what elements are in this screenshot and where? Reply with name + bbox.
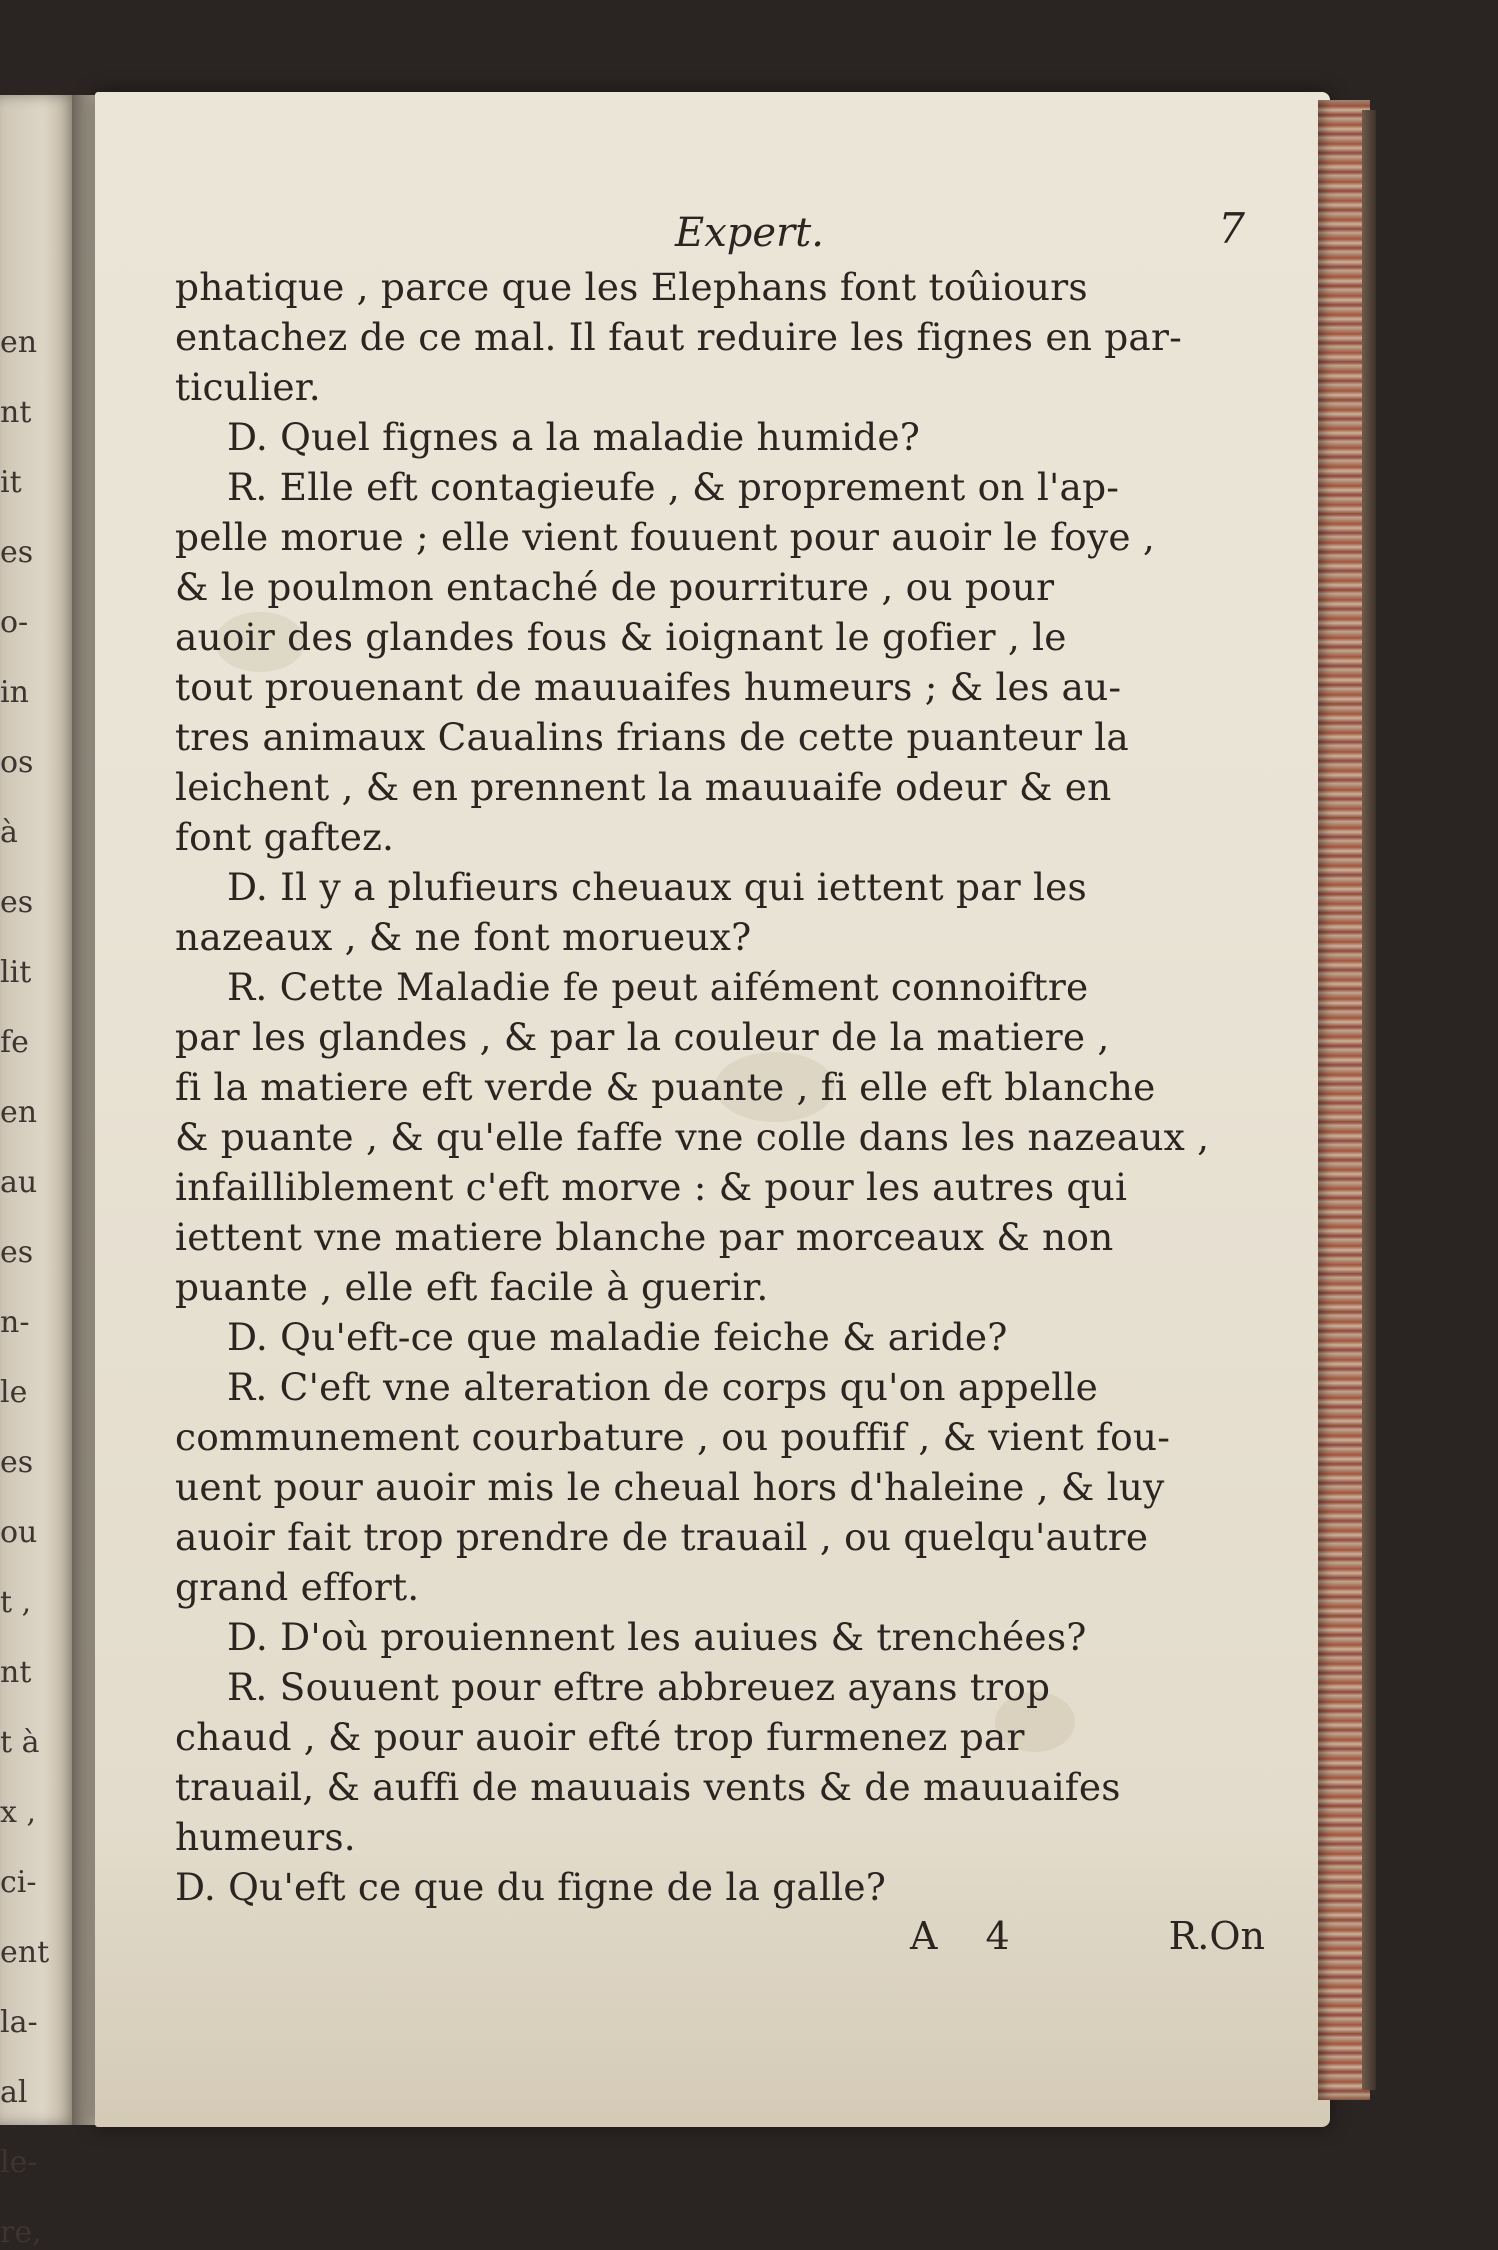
left-page-fragment: es xyxy=(0,535,34,570)
left-page-fragment: es xyxy=(0,885,34,920)
text-line: auoir des glandes fous & ioignant le gofier , le xyxy=(175,615,1067,659)
text-line: & le poulmon entaché de pourriture , ou pour xyxy=(175,565,1055,609)
left-page-fragment: en xyxy=(0,325,38,360)
question-line: D. Qu'eft ce que du figne de la galle? xyxy=(175,1865,887,1909)
signature-mark: A 4 xyxy=(910,1914,1028,1958)
page-text xyxy=(175,192,1265,1974)
left-page-fragment: au xyxy=(0,1165,38,1200)
text-line: tres animaux Caualins frians de cette puanteur la xyxy=(175,715,1129,759)
text-line: entachez de ce mal. Il faut reduire les fignes en par- xyxy=(175,315,1182,359)
question-line: D. Qu'eft-ce que maladie feiche & aride? xyxy=(227,1315,1008,1359)
text-line: ticulier. xyxy=(175,365,321,409)
left-page-fragment: ci- xyxy=(0,1865,37,1900)
left-page-fragment: os xyxy=(0,745,34,780)
left-page-fragment: t , xyxy=(0,1585,32,1620)
text-line: iettent vne matiere blanche par morceaux & non xyxy=(175,1215,1114,1259)
question-line: D. Quel fignes a la maladie humide? xyxy=(227,415,921,459)
answer-line: R. Souuent pour eftre abbreuez ayans trop xyxy=(227,1665,1051,1709)
left-page-fragment: ou xyxy=(0,1515,38,1550)
left-page-fragment: à xyxy=(0,815,18,850)
left-page-fragment: t à xyxy=(0,1725,40,1760)
left-page-fragment: o- xyxy=(0,605,29,640)
body-text xyxy=(175,262,1265,1912)
text-line: chaud , & pour auoir efté trop furmenez par xyxy=(175,1715,1025,1759)
left-page-fragment: lit xyxy=(0,955,32,990)
left-page-fragment: ent xyxy=(0,1935,50,1970)
left-page-fragment: al xyxy=(0,2075,28,2110)
answer-line: R. Elle eft contagieufe , & proprement on l'ap- xyxy=(227,465,1120,509)
left-page-fragment: fe xyxy=(0,1025,29,1060)
text-line: leichent , & en prennent la mauuaife odeur & en xyxy=(175,765,1112,809)
left-page-fragment: es xyxy=(0,1235,34,1270)
left-page-fragment: re, xyxy=(0,2215,42,2250)
text-line: trauail, & auffi de mauuais vents & de mauuaifes xyxy=(175,1765,1121,1809)
running-title: Expert. xyxy=(675,210,824,256)
left-page-fragment: en xyxy=(0,1095,38,1130)
text-line: phatique , parce que les Elephans font toûiours xyxy=(175,265,1088,309)
book-cover-edge xyxy=(1362,110,1376,2090)
left-page-fragment: nt xyxy=(0,1655,32,1690)
text-line: par les glandes , & par la couleur de la matiere , xyxy=(175,1015,1110,1059)
left-facing-page xyxy=(0,95,78,2250)
answer-line: R. C'eft vne alteration de corps qu'on appelle xyxy=(227,1365,1099,1409)
catchword: R.On xyxy=(1168,1914,1265,1958)
left-page-fragment: le- xyxy=(0,2145,38,2180)
left-page-fragment: it xyxy=(0,465,22,500)
question-line: D. D'où prouiennent les auiues & trenchées? xyxy=(227,1615,1087,1659)
page-header xyxy=(175,192,1265,262)
text-line: pelle morue ; elle vient fouuent pour auoir le foye , xyxy=(175,515,1155,559)
text-line: grand effort. xyxy=(175,1565,420,1609)
text-line: puante , elle eft facile à guerir. xyxy=(175,1265,769,1309)
left-page-fragment: x , xyxy=(0,1795,36,1830)
text-line: uent pour auoir mis le cheual hors d'haleine , & luy xyxy=(175,1465,1165,1509)
text-line: font gaftez. xyxy=(175,815,395,859)
text-line: humeurs. xyxy=(175,1815,356,1859)
left-page-fragment: in xyxy=(0,675,29,710)
left-page-fragment: es xyxy=(0,1445,34,1480)
text-line: nazeaux , & ne font morueux? xyxy=(175,915,752,959)
text-line: infailliblement c'eft morve : & pour les autres qui xyxy=(175,1165,1128,1209)
text-line: auoir fait trop prendre de trauail , ou quelqu'autre xyxy=(175,1515,1149,1559)
page-number: 7 xyxy=(1218,204,1245,253)
text-line: fi la matiere eft verde & puante , fi elle eft blanche xyxy=(175,1065,1156,1109)
answer-line: R. Cette Maladie fe peut aifément connoiftre xyxy=(227,965,1089,1009)
left-page-fragment: nt xyxy=(0,395,32,430)
text-line: & puante , & qu'elle faffe vne colle dans les nazeaux , xyxy=(175,1115,1210,1159)
left-page-fragment: la- xyxy=(0,2005,38,2040)
text-line: communement courbature , ou pouffif , & vient fou- xyxy=(175,1415,1171,1459)
left-page-fragment: le xyxy=(0,1375,28,1410)
question-line: D. Il y a plufieurs cheuaux qui iettent par les xyxy=(227,865,1087,909)
left-page-fragment: n- xyxy=(0,1305,30,1340)
text-line: tout prouenant de mauuaifes humeurs ; & les au- xyxy=(175,665,1122,709)
right-page xyxy=(95,92,1330,2127)
page-footer xyxy=(175,1914,1265,1974)
